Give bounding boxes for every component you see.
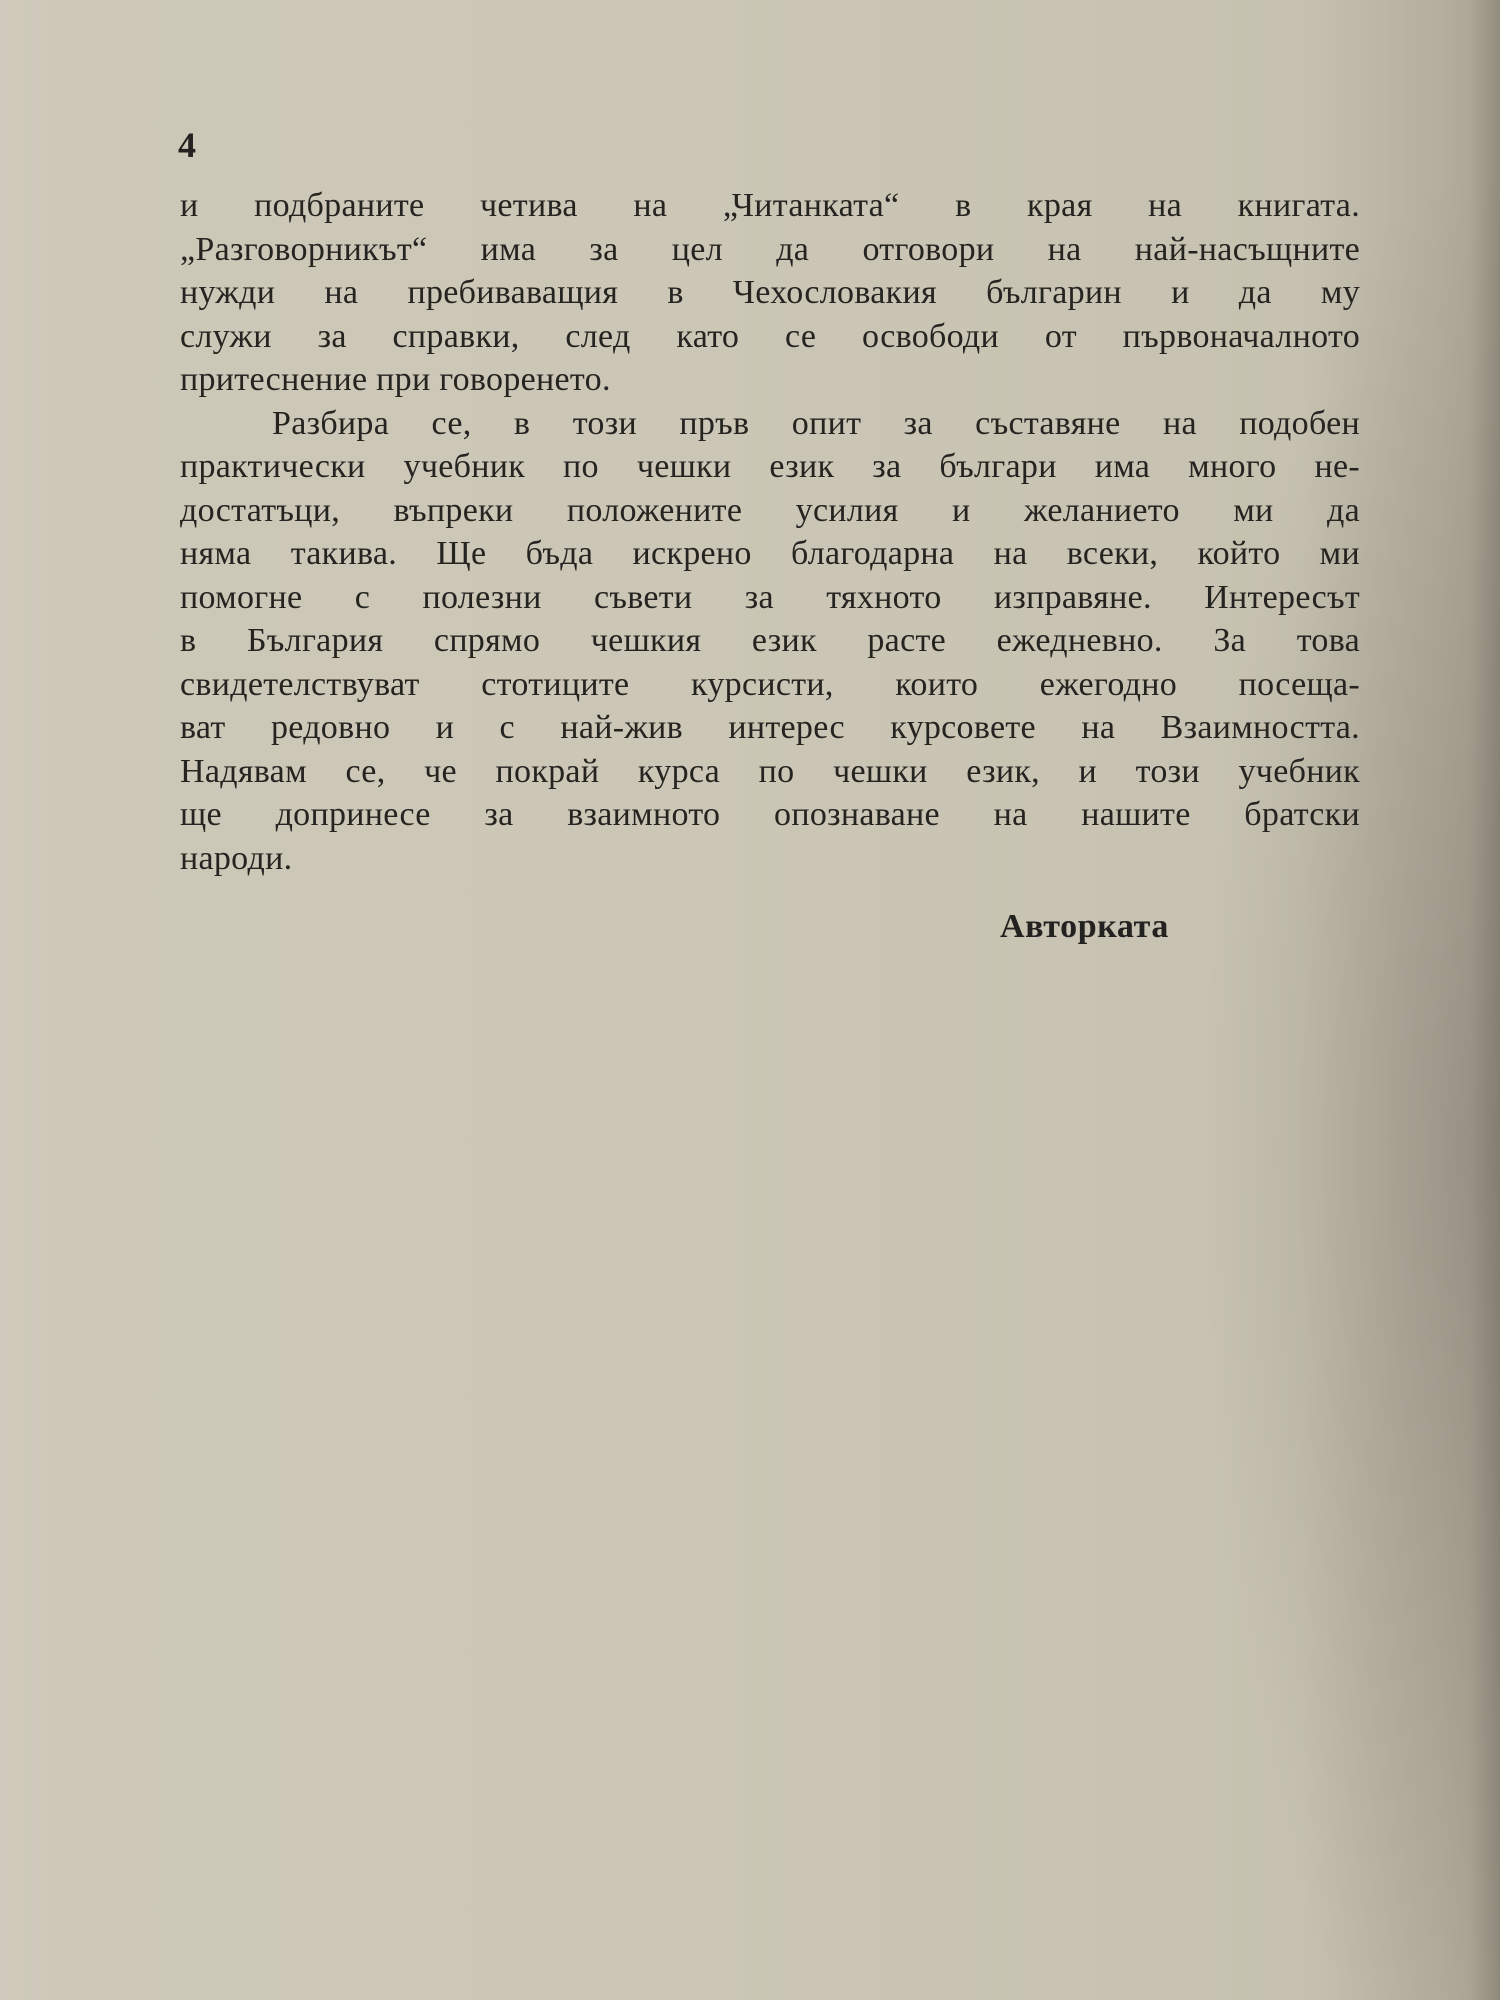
text-line: нужди на пребиваващия в Чехословакия българин и да му (180, 274, 1360, 311)
text-line: практически учебник по чешки език за българи има много не- (180, 448, 1360, 485)
text-line: народи. (180, 839, 293, 877)
text-line: ще допринесе за взаимното опознаване на нашите братски (180, 796, 1360, 833)
text-line: Разбира се, в този пръв опит за съставяне на подобен (272, 404, 1360, 442)
text-line: „Разговорникът“ има за цел да отговори на най-насъщните (180, 230, 1360, 268)
page-number: 4 (178, 125, 196, 165)
text-line: свидетелствуват стотиците курсисти, които ежегодно посеща- (180, 665, 1360, 703)
text-line: служи за справки, след като се освободи от първоначалното (180, 317, 1360, 355)
text-line: в България спрямо чешкия език расте ежедневно. За това (180, 622, 1360, 659)
text-line: достатъци, въпреки положените усилия и желанието ми да (180, 491, 1360, 529)
text-line: ват редовно и с най-жив интерес курсовете на Взаимността. (180, 709, 1360, 746)
body-text (180, 184, 1360, 880)
text-line: Надявам се, че покрай курса по чешки език, и този учебник (180, 752, 1360, 790)
page-edge-shadow (1470, 0, 1500, 2000)
text-line: няма такива. Ще бъда искрено благодарна на всеки, който ми (180, 535, 1360, 572)
text-line: притеснение при говоренето. (180, 361, 611, 398)
text-line: и подбраните четива на „Читанката“ в края на книгата. (180, 187, 1360, 224)
author-signature: Авторката (1000, 908, 1169, 945)
text-line: помогне с полезни съвети за тяхното изправяне. Интересът (180, 578, 1360, 616)
